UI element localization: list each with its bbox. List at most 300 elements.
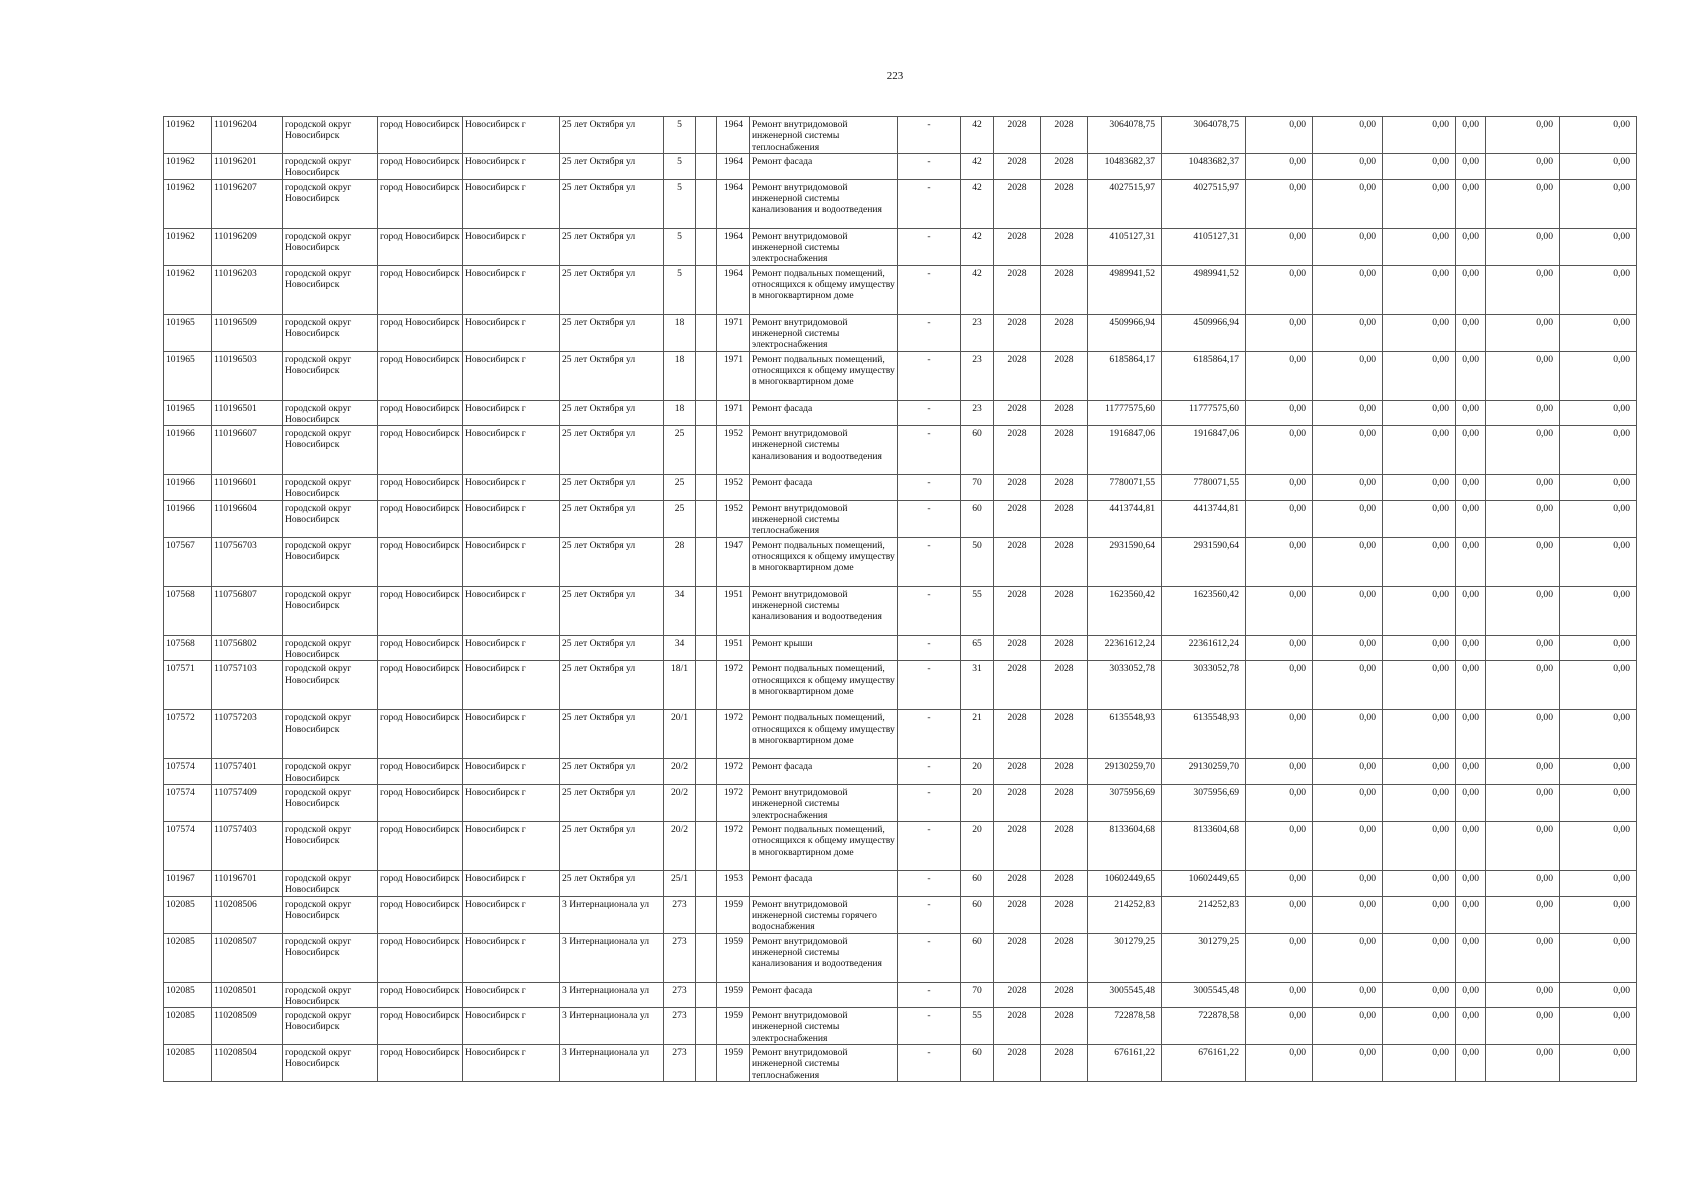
cell-cost-federal: 0,00 [1246,982,1313,1008]
cell-placeholder: - [898,314,961,351]
cell-settlement: город Новосибирск [378,475,463,501]
cell-placeholder: - [898,896,961,933]
cell-cost-federal: 0,00 [1246,500,1313,537]
cell-cost-other: 0,00 [1456,228,1486,265]
cell-wear-percent: 20 [961,759,994,785]
cell-work-type: Ремонт подвальных помещений, относящихся к общему имуществу в многоквартирном доме [750,821,898,870]
cell-work-id: 110196607 [212,426,283,475]
table-row [164,475,1637,501]
cell-building [696,896,717,933]
cell-wear-percent: 65 [961,635,994,661]
cell-cost-extra: 0,00 [1560,400,1637,426]
cell-settlement: город Новосибирск [378,982,463,1008]
cell-plan-year-start: 2028 [994,351,1041,400]
cell-year-built: 1947 [717,537,750,586]
cell-plan-year-start: 2028 [994,635,1041,661]
cell-cost-federal: 0,00 [1246,870,1313,896]
cell-placeholder: - [898,933,961,982]
cell-placeholder: - [898,982,961,1008]
table-row [164,537,1637,586]
cell-plan-year-start: 2028 [994,1045,1041,1082]
cell-house-id: 101962 [164,154,212,180]
cell-total-cost: 22361612,24 [1088,635,1162,661]
cell-cost-fund: 6135548,93 [1162,710,1246,759]
cell-building [696,179,717,228]
cell-building [696,870,717,896]
cell-cost-owners: 0,00 [1486,426,1560,475]
cell-placeholder: - [898,1008,961,1045]
cell-cost-regional: 0,00 [1313,265,1383,314]
cell-plan-year-end: 2028 [1041,870,1088,896]
cell-city: Новосибирск г [463,982,560,1008]
cell-wear-percent: 20 [961,784,994,821]
cell-cost-fund: 4989941,52 [1162,265,1246,314]
cell-street: 25 лет Октября ул [560,500,664,537]
cell-house-number: 18 [664,314,696,351]
cell-total-cost: 214252,83 [1088,896,1162,933]
cell-street: 25 лет Октября ул [560,314,664,351]
cell-work-type: Ремонт подвальных помещений, относящихся к общему имуществу в многоквартирном доме [750,351,898,400]
cell-total-cost: 29130259,70 [1088,759,1162,785]
cell-cost-federal: 0,00 [1246,933,1313,982]
cell-cost-federal: 0,00 [1246,896,1313,933]
cell-municipality: городской округ Новосибирск [283,896,378,933]
cell-cost-owners: 0,00 [1486,351,1560,400]
cell-plan-year-start: 2028 [994,500,1041,537]
cell-municipality: городской округ Новосибирск [283,982,378,1008]
cell-plan-year-end: 2028 [1041,475,1088,501]
cell-work-type: Ремонт внутридомовой инженерной системы горячего водоснабжения [750,896,898,933]
cell-cost-owners: 0,00 [1486,870,1560,896]
cell-cost-regional: 0,00 [1313,586,1383,635]
cell-street: 25 лет Октября ул [560,117,664,154]
table-row [164,821,1637,870]
cell-cost-regional: 0,00 [1313,710,1383,759]
cell-total-cost: 3033052,78 [1088,661,1162,710]
cell-work-type: Ремонт внутридомовой инженерной системы электроснабжения [750,314,898,351]
cell-work-type: Ремонт внутридомовой инженерной системы теплоснабжения [750,1045,898,1082]
cell-work-type: Ремонт внутридомовой инженерной системы электроснабжения [750,1008,898,1045]
cell-cost-federal: 0,00 [1246,265,1313,314]
cell-plan-year-start: 2028 [994,896,1041,933]
cell-total-cost: 6135548,93 [1088,710,1162,759]
cell-work-id: 110208509 [212,1008,283,1045]
cell-house-number: 273 [664,1008,696,1045]
cell-work-id: 110196604 [212,500,283,537]
capital-repair-table [163,116,1637,1082]
cell-total-cost: 676161,22 [1088,1045,1162,1082]
table-row [164,154,1637,180]
cell-cost-other: 0,00 [1456,1045,1486,1082]
cell-cost-fund: 4413744,81 [1162,500,1246,537]
cell-city: Новосибирск г [463,500,560,537]
cell-building [696,228,717,265]
cell-cost-fund: 3005545,48 [1162,982,1246,1008]
cell-street: 25 лет Октября ул [560,475,664,501]
cell-work-id: 110757401 [212,759,283,785]
cell-cost-regional: 0,00 [1313,475,1383,501]
cell-street: 3 Интернационала ул [560,896,664,933]
cell-building [696,400,717,426]
cell-plan-year-start: 2028 [994,710,1041,759]
cell-house-id: 101966 [164,500,212,537]
cell-cost-extra: 0,00 [1560,1045,1637,1082]
cell-plan-year-start: 2028 [994,784,1041,821]
table-row [164,896,1637,933]
cell-cost-other: 0,00 [1456,635,1486,661]
cell-wear-percent: 60 [961,933,994,982]
cell-cost-federal: 0,00 [1246,661,1313,710]
cell-city: Новосибирск г [463,635,560,661]
cell-cost-other: 0,00 [1456,1008,1486,1045]
cell-building [696,426,717,475]
cell-building [696,351,717,400]
cell-house-number: 34 [664,635,696,661]
cell-plan-year-end: 2028 [1041,400,1088,426]
cell-street: 3 Интернационала ул [560,1008,664,1045]
cell-work-id: 110208506 [212,896,283,933]
cell-cost-local: 0,00 [1383,821,1456,870]
cell-city: Новосибирск г [463,314,560,351]
cell-work-type: Ремонт внутридомовой инженерной системы канализования и водоотведения [750,426,898,475]
cell-city: Новосибирск г [463,537,560,586]
cell-house-number: 34 [664,586,696,635]
cell-plan-year-end: 2028 [1041,821,1088,870]
cell-city: Новосибирск г [463,784,560,821]
cell-work-id: 110208504 [212,1045,283,1082]
cell-street: 25 лет Октября ул [560,426,664,475]
cell-plan-year-start: 2028 [994,821,1041,870]
cell-work-type: Ремонт крыши [750,635,898,661]
cell-street: 25 лет Октября ул [560,586,664,635]
table-row [164,228,1637,265]
cell-cost-owners: 0,00 [1486,475,1560,501]
cell-work-type: Ремонт фасада [750,759,898,785]
cell-wear-percent: 42 [961,265,994,314]
cell-street: 25 лет Октября ул [560,400,664,426]
cell-house-id: 101966 [164,475,212,501]
cell-plan-year-start: 2028 [994,154,1041,180]
cell-cost-extra: 0,00 [1560,635,1637,661]
cell-total-cost: 8133604,68 [1088,821,1162,870]
cell-settlement: город Новосибирск [378,759,463,785]
cell-cost-local: 0,00 [1383,870,1456,896]
cell-year-built: 1952 [717,475,750,501]
cell-plan-year-end: 2028 [1041,784,1088,821]
cell-year-built: 1972 [717,710,750,759]
cell-cost-regional: 0,00 [1313,821,1383,870]
cell-cost-extra: 0,00 [1560,537,1637,586]
cell-city: Новосибирск г [463,154,560,180]
cell-cost-regional: 0,00 [1313,117,1383,154]
cell-placeholder: - [898,661,961,710]
cell-house-id: 101967 [164,870,212,896]
cell-cost-owners: 0,00 [1486,228,1560,265]
cell-cost-other: 0,00 [1456,759,1486,785]
cell-cost-extra: 0,00 [1560,896,1637,933]
cell-cost-owners: 0,00 [1486,537,1560,586]
cell-building [696,500,717,537]
cell-plan-year-start: 2028 [994,314,1041,351]
cell-city: Новосибирск г [463,1045,560,1082]
cell-cost-fund: 3075956,69 [1162,784,1246,821]
cell-cost-extra: 0,00 [1560,154,1637,180]
cell-plan-year-start: 2028 [994,933,1041,982]
cell-cost-owners: 0,00 [1486,759,1560,785]
cell-plan-year-end: 2028 [1041,661,1088,710]
cell-cost-regional: 0,00 [1313,154,1383,180]
cell-cost-regional: 0,00 [1313,870,1383,896]
cell-cost-extra: 0,00 [1560,821,1637,870]
cell-city: Новосибирск г [463,661,560,710]
cell-settlement: город Новосибирск [378,154,463,180]
cell-work-id: 110196204 [212,117,283,154]
cell-cost-other: 0,00 [1456,475,1486,501]
cell-plan-year-end: 2028 [1041,635,1088,661]
cell-placeholder: - [898,1045,961,1082]
cell-placeholder: - [898,117,961,154]
cell-cost-owners: 0,00 [1486,179,1560,228]
cell-cost-fund: 4027515,97 [1162,179,1246,228]
cell-cost-regional: 0,00 [1313,933,1383,982]
cell-house-number: 25/1 [664,870,696,896]
cell-street: 25 лет Октября ул [560,784,664,821]
cell-cost-regional: 0,00 [1313,537,1383,586]
cell-city: Новосибирск г [463,228,560,265]
cell-settlement: город Новосибирск [378,933,463,982]
cell-cost-local: 0,00 [1383,1045,1456,1082]
cell-cost-extra: 0,00 [1560,710,1637,759]
cell-city: Новосибирск г [463,351,560,400]
cell-work-type: Ремонт внутридомовой инженерной системы канализования и водоотведения [750,586,898,635]
cell-work-id: 110757403 [212,821,283,870]
cell-plan-year-end: 2028 [1041,1008,1088,1045]
cell-cost-regional: 0,00 [1313,759,1383,785]
table-row [164,635,1637,661]
cell-placeholder: - [898,475,961,501]
cell-municipality: городской округ Новосибирск [283,426,378,475]
cell-cost-other: 0,00 [1456,426,1486,475]
cell-plan-year-end: 2028 [1041,586,1088,635]
cell-municipality: городской округ Новосибирск [283,265,378,314]
cell-house-number: 273 [664,1045,696,1082]
cell-plan-year-end: 2028 [1041,154,1088,180]
cell-plan-year-end: 2028 [1041,314,1088,351]
cell-house-number: 273 [664,896,696,933]
cell-cost-fund: 8133604,68 [1162,821,1246,870]
cell-municipality: городской округ Новосибирск [283,400,378,426]
cell-city: Новосибирск г [463,117,560,154]
cell-house-number: 20/2 [664,784,696,821]
cell-house-number: 5 [664,117,696,154]
cell-cost-owners: 0,00 [1486,784,1560,821]
cell-wear-percent: 42 [961,179,994,228]
cell-wear-percent: 50 [961,537,994,586]
cell-cost-extra: 0,00 [1560,759,1637,785]
cell-placeholder: - [898,154,961,180]
cell-settlement: город Новосибирск [378,1045,463,1082]
cell-cost-regional: 0,00 [1313,784,1383,821]
cell-cost-owners: 0,00 [1486,821,1560,870]
cell-house-id: 101965 [164,351,212,400]
cell-cost-fund: 7780071,55 [1162,475,1246,501]
cell-cost-fund: 3033052,78 [1162,661,1246,710]
cell-year-built: 1952 [717,500,750,537]
cell-settlement: город Новосибирск [378,821,463,870]
cell-work-id: 110756703 [212,537,283,586]
cell-house-number: 18 [664,400,696,426]
cell-cost-local: 0,00 [1383,759,1456,785]
cell-cost-owners: 0,00 [1486,500,1560,537]
cell-total-cost: 6185864,17 [1088,351,1162,400]
cell-placeholder: - [898,228,961,265]
cell-work-id: 110196503 [212,351,283,400]
cell-cost-owners: 0,00 [1486,896,1560,933]
cell-cost-owners: 0,00 [1486,661,1560,710]
cell-cost-federal: 0,00 [1246,710,1313,759]
cell-year-built: 1972 [717,784,750,821]
cell-municipality: городской округ Новосибирск [283,117,378,154]
cell-year-built: 1971 [717,400,750,426]
cell-settlement: город Новосибирск [378,500,463,537]
cell-municipality: городской округ Новосибирск [283,154,378,180]
cell-cost-federal: 0,00 [1246,475,1313,501]
table-row [164,265,1637,314]
cell-cost-extra: 0,00 [1560,228,1637,265]
cell-city: Новосибирск г [463,475,560,501]
cell-plan-year-end: 2028 [1041,228,1088,265]
cell-cost-federal: 0,00 [1246,537,1313,586]
cell-wear-percent: 55 [961,1008,994,1045]
cell-total-cost: 4413744,81 [1088,500,1162,537]
cell-cost-owners: 0,00 [1486,314,1560,351]
cell-placeholder: - [898,635,961,661]
cell-house-id: 107574 [164,759,212,785]
cell-cost-other: 0,00 [1456,821,1486,870]
cell-settlement: город Новосибирск [378,784,463,821]
cell-cost-local: 0,00 [1383,426,1456,475]
cell-placeholder: - [898,265,961,314]
cell-plan-year-start: 2028 [994,586,1041,635]
cell-street: 25 лет Октября ул [560,537,664,586]
cell-cost-fund: 214252,83 [1162,896,1246,933]
cell-cost-federal: 0,00 [1246,154,1313,180]
cell-street: 25 лет Октября ул [560,154,664,180]
cell-cost-federal: 0,00 [1246,635,1313,661]
cell-cost-owners: 0,00 [1486,982,1560,1008]
cell-cost-local: 0,00 [1383,982,1456,1008]
cell-house-id: 101965 [164,400,212,426]
cell-plan-year-end: 2028 [1041,179,1088,228]
cell-cost-other: 0,00 [1456,870,1486,896]
cell-cost-local: 0,00 [1383,314,1456,351]
cell-municipality: городской округ Новосибирск [283,314,378,351]
cell-cost-local: 0,00 [1383,154,1456,180]
table-row [164,351,1637,400]
cell-building [696,1008,717,1045]
cell-cost-other: 0,00 [1456,896,1486,933]
cell-wear-percent: 60 [961,426,994,475]
cell-work-type: Ремонт фасада [750,154,898,180]
cell-total-cost: 10602449,65 [1088,870,1162,896]
cell-total-cost: 4509966,94 [1088,314,1162,351]
cell-municipality: городской округ Новосибирск [283,759,378,785]
cell-work-type: Ремонт внутридомовой инженерной системы канализования и водоотведения [750,933,898,982]
cell-cost-extra: 0,00 [1560,351,1637,400]
cell-cost-other: 0,00 [1456,154,1486,180]
cell-cost-owners: 0,00 [1486,117,1560,154]
cell-house-id: 102085 [164,982,212,1008]
cell-cost-extra: 0,00 [1560,784,1637,821]
cell-street: 3 Интернационала ул [560,1045,664,1082]
cell-house-id: 101965 [164,314,212,351]
cell-work-id: 110756802 [212,635,283,661]
cell-cost-owners: 0,00 [1486,635,1560,661]
cell-cost-local: 0,00 [1383,228,1456,265]
cell-house-id: 101962 [164,228,212,265]
cell-house-number: 20/1 [664,710,696,759]
cell-work-id: 110196701 [212,870,283,896]
cell-cost-local: 0,00 [1383,475,1456,501]
cell-city: Новосибирск г [463,870,560,896]
cell-house-number: 20/2 [664,821,696,870]
cell-cost-other: 0,00 [1456,784,1486,821]
cell-municipality: городской округ Новосибирск [283,475,378,501]
cell-wear-percent: 23 [961,400,994,426]
cell-cost-regional: 0,00 [1313,1008,1383,1045]
cell-cost-fund: 22361612,24 [1162,635,1246,661]
cell-year-built: 1972 [717,759,750,785]
cell-wear-percent: 42 [961,154,994,180]
cell-city: Новосибирск г [463,265,560,314]
cell-house-number: 25 [664,426,696,475]
cell-municipality: городской округ Новосибирск [283,586,378,635]
cell-house-id: 107568 [164,635,212,661]
cell-cost-fund: 4105127,31 [1162,228,1246,265]
cell-cost-extra: 0,00 [1560,1008,1637,1045]
cell-plan-year-start: 2028 [994,537,1041,586]
cell-wear-percent: 60 [961,500,994,537]
cell-settlement: город Новосибирск [378,179,463,228]
table-row [164,586,1637,635]
cell-year-built: 1959 [717,933,750,982]
cell-total-cost: 1623560,42 [1088,586,1162,635]
cell-cost-extra: 0,00 [1560,933,1637,982]
cell-cost-other: 0,00 [1456,661,1486,710]
cell-plan-year-start: 2028 [994,117,1041,154]
cell-cost-owners: 0,00 [1486,1045,1560,1082]
cell-house-number: 273 [664,933,696,982]
cell-settlement: город Новосибирск [378,400,463,426]
cell-city: Новосибирск г [463,759,560,785]
cell-cost-regional: 0,00 [1313,351,1383,400]
table-row [164,314,1637,351]
cell-cost-other: 0,00 [1456,710,1486,759]
cell-house-id: 107574 [164,821,212,870]
cell-year-built: 1964 [717,179,750,228]
cell-cost-fund: 11777575,60 [1162,400,1246,426]
cell-plan-year-start: 2028 [994,475,1041,501]
cell-cost-owners: 0,00 [1486,265,1560,314]
cell-year-built: 1971 [717,351,750,400]
cell-house-number: 28 [664,537,696,586]
cell-city: Новосибирск г [463,710,560,759]
cell-cost-other: 0,00 [1456,351,1486,400]
cell-cost-extra: 0,00 [1560,117,1637,154]
cell-municipality: городской округ Новосибирск [283,537,378,586]
cell-cost-regional: 0,00 [1313,896,1383,933]
cell-building [696,314,717,351]
